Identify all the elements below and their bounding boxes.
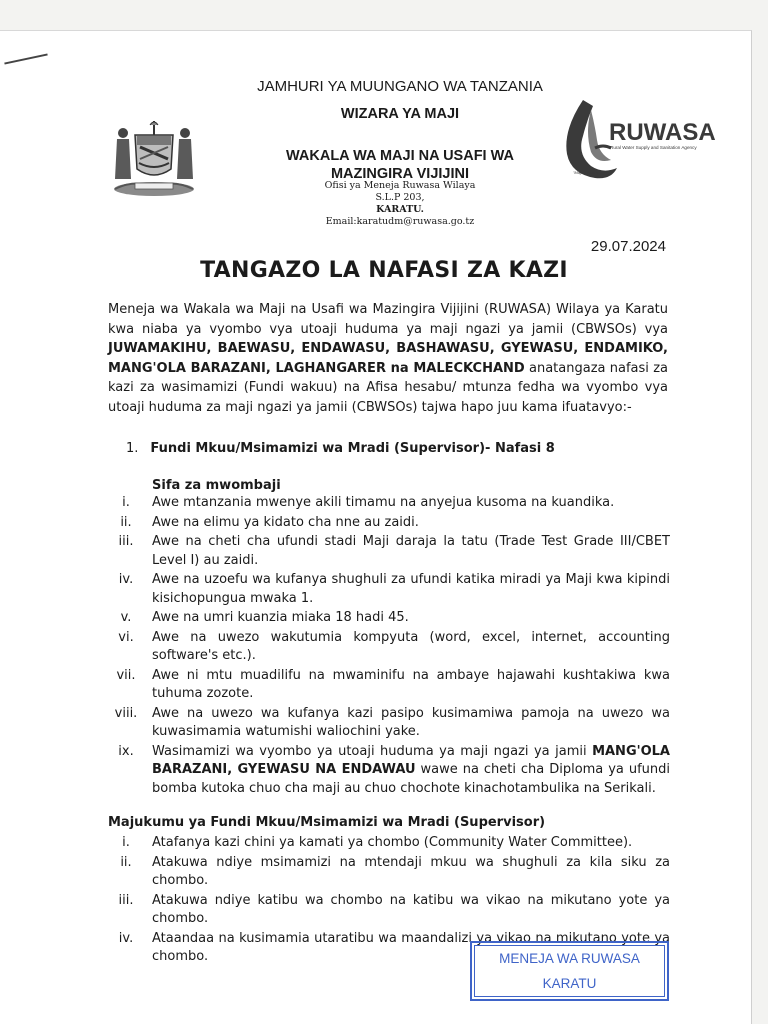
intro-org-names: JUWAMAKIHU, BAEWASU, ENDAWASU, BASHAWASU, GYEWASU, ENDAMIKO, MANG'OLA BARAZANI, LAGHANGARER na MALECKCHAND xyxy=(108,341,668,376)
position-number: 1. xyxy=(126,441,139,456)
office-name: Ofisi ya Meneja Ruwasa Wilaya xyxy=(324,180,476,191)
agency-name xyxy=(200,147,600,183)
list-number: vi. xyxy=(118,629,134,645)
logo-name: RUWASA xyxy=(609,119,716,146)
item9-text-2: wawe na cheti cha Diploma ya ufundi bomba kutoka chuo cha maji au chuo chochote kinachotambulika na Serikali. xyxy=(152,762,670,796)
agency-name-line2: MAZINGIRA VIJIJINI xyxy=(330,166,470,182)
stamp-border xyxy=(474,945,665,997)
list-text: Atakuwa ndiye msimamizi na mtendaji mkuu wa shughuli za kila siku za chombo. xyxy=(152,854,670,888)
list-number: v. xyxy=(120,610,132,625)
agency-name-line1: WAKALA WA MAJI NA USAFI WA xyxy=(286,148,514,164)
list-number: ix. xyxy=(118,743,134,759)
list-item xyxy=(100,854,670,891)
page-title: TANGAZO LA NAFASI ZA KAZI xyxy=(200,258,568,283)
list-item xyxy=(100,892,670,929)
list-number: ii. xyxy=(120,514,132,530)
list-text: Awe mtanzania mwenye akili timamu na anyejua kusoma na kuandika. xyxy=(152,495,615,510)
intro-text-1: Meneja wa Wakala wa Maji na Usafi wa Mazingira Vijijini (RUWASA) Wilaya ya Karatu kwa niaba ya vyombo vya utoaji huduma ya maji ngazi ya jamii (CBWSOs) vya xyxy=(108,302,668,337)
ruwasa-logo xyxy=(555,96,720,186)
list-number: iv. xyxy=(118,930,134,946)
list-item xyxy=(100,571,670,608)
list-text: Awe na uwezo wakutumia kompyuta (word, excel, internet, accounting software's etc.). xyxy=(152,629,670,663)
intro-paragraph xyxy=(108,300,668,418)
list-text: Awe na umri kuanzia miaka 18 hadi 45. xyxy=(152,610,409,625)
tanzania-coat-of-arms-icon xyxy=(105,117,203,199)
qualifications-heading: Sifa za mwombaji xyxy=(152,478,281,493)
list-number: ii. xyxy=(120,854,132,870)
list-text: Awe ni mtu muadilifu na mwaminifu na ambaye hajawahi kushtakiwa kwa tuhuma zozote. xyxy=(152,667,670,701)
stamp-line1: MENEJA WA RUWASA xyxy=(499,951,640,966)
list-number: i. xyxy=(122,835,130,850)
position-heading xyxy=(126,441,555,456)
logo-tagline: Rural Water Supply and Sanitation Agency xyxy=(610,145,697,150)
list-item xyxy=(100,834,670,853)
list-text: Awe na cheti cha ufundi stadi Maji daraja la tatu (Trade Test Grade III/CBET Level I) au zaidi. xyxy=(152,534,670,568)
po-box: S.L.P 203, xyxy=(375,192,425,203)
list-number: i. xyxy=(122,495,130,510)
item9-org-names: MANG'OLA BARAZANI, GYEWASU NA ENDAWAU xyxy=(152,743,670,777)
list-text: Atafanya kazi chini ya kamati ya chombo (Community Water Committee). xyxy=(152,835,633,850)
list-item xyxy=(100,514,670,533)
list-number: iv. xyxy=(118,572,134,587)
list-text: Ataandaa na kusimamia utaratibu wa maandalizi ya vikao na mikutano yote ya chombo. xyxy=(152,930,670,964)
list-number: iii. xyxy=(118,892,134,908)
list-item xyxy=(100,667,670,704)
list-number: iii. xyxy=(118,534,134,549)
list-text: Awe na uwezo wa kufanya kazi pasipo kusimamiwa pamoja na uwezo wa kuwasimamia watumishi waliochini yake. xyxy=(152,705,670,739)
duties-heading: Majukumu ya Fundi Mkuu/Msimamizi wa Mradi (Supervisor) xyxy=(108,815,546,830)
intro-text-2: anatangaza nafasi za kazi za wasimamizi (Fundi wakuu) na Afisa hesabu/ mtunza fedha wa vyombo vya utoaji huduma za maji ngazi ya jamii (CBWSOs) tajwa hapo juu kama ifuatavyo:- xyxy=(108,360,668,415)
list-item xyxy=(100,609,670,628)
stamp-line2: KARATU xyxy=(542,976,597,991)
ministry-name: WIZARA YA MAJI xyxy=(340,106,460,122)
item9-text-1: Wasimamizi wa vyombo ya utoaji huduma ya maji ngazi ya jamii xyxy=(152,743,593,759)
list-text xyxy=(152,743,670,799)
list-item xyxy=(100,743,670,799)
list-number: vii. xyxy=(116,667,136,683)
document-date: 29.07.2024 xyxy=(590,238,666,255)
list-item xyxy=(100,533,670,570)
list-text: Awe na elimu ya kidato cha nne au zaidi. xyxy=(152,514,419,530)
list-text: Atakuwa ndiye katibu wa chombo na katibu wa vikao na mikutano yote ya chombo. xyxy=(152,892,670,926)
list-number: viii. xyxy=(114,705,138,721)
list-text: Awe na uzoefu wa kufanya shughuli za ufundi katika miradi ya Maji kwa kipindi kisichopungua mwaka 1. xyxy=(152,572,670,606)
country-name: JAMHURI YA MUUNGANO WA TANZANIA xyxy=(257,78,543,95)
logo-motto: "Maji Bombani" xyxy=(573,170,601,175)
email-address: Email:karatudm@ruwasa.go.tz xyxy=(325,216,475,227)
list-item xyxy=(100,705,670,742)
qualifications-list xyxy=(100,494,670,799)
list-item xyxy=(100,629,670,666)
position-title: Fundi Mkuu/Msimamizi wa Mradi (Supervisor)- Nafasi 8 xyxy=(150,441,555,456)
official-stamp xyxy=(470,941,669,1001)
list-item xyxy=(100,494,670,513)
town: KARATU. xyxy=(376,204,424,215)
